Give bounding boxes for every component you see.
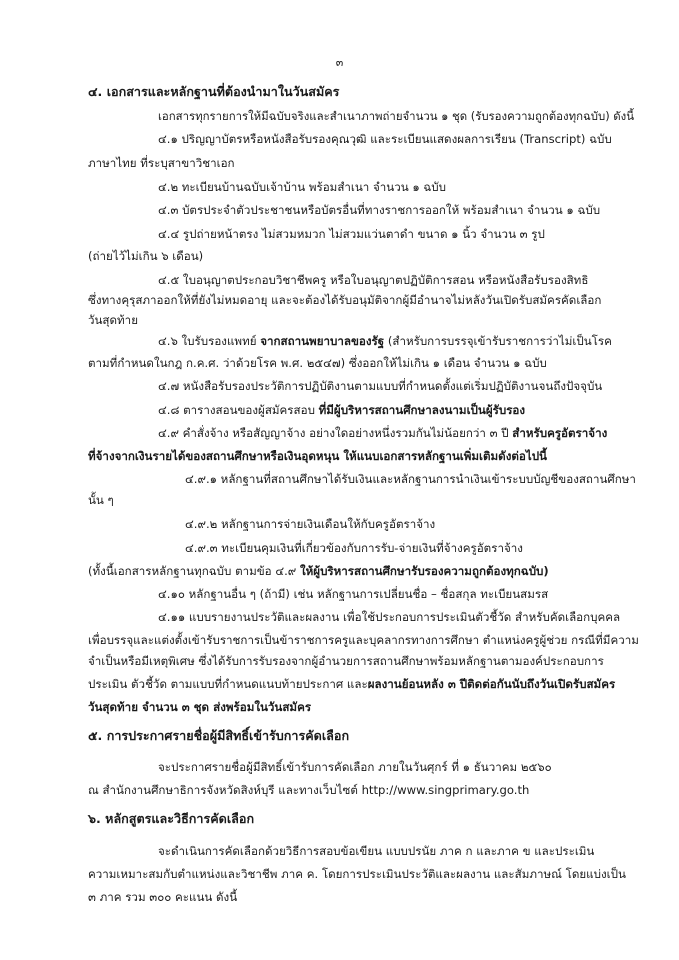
section-6-line-2: ความเหมาะสมกับตำแหน่งและวิชาชีพ ภาค ค. โดยการประเมินประวัติและผลงาน และสัมภาษณ์ โดยแบ่งเป็น: [88, 867, 626, 881]
note-4-9: [88, 563, 549, 579]
section-4-heading: ๔. เอกสารและหลักฐานที่ต้องนำมาในวันสมัคร: [88, 84, 340, 99]
note-bold: ให้ผู้บริหารสถานศึกษารับรองความถูกต้องทุกฉบับ): [299, 564, 549, 578]
item-4-9-prefix: ๔.๙ คำสั่งจ้าง หรือสัญญาจ้าง อย่างใดอย่างหนึ่งรวมกันไม่น้อยกว่า ๓ ปี: [158, 426, 513, 440]
item-4-9-1-line-1: ๔.๙.๑ หลักฐานที่สถานศึกษาได้รับเงินและหลักฐานการนำเงินเข้าระบบบัญชีของสถานศึกษา: [185, 472, 636, 486]
item-4-9-line-2: ที่จ้างจากเงินรายได้ของสถานศึกษาหรือเงินอุดหนุน ให้แนบเอกสารหลักฐานเพิ่มเติมดังต่อไปนี้: [88, 449, 547, 463]
item-4-1-line-1: ๔.๑ ปริญญาบัตรหรือหนังสือรับรองคุณวุฒิ และระเบียนแสดงผลการเรียน (Transcript) ฉบับ: [158, 132, 612, 146]
item-4-7: ๔.๗ หนังสือรับรองประวัติการปฏิบัติงานตามแบบที่กำหนดตั้งแต่เริ่มปฏิบัติงานจนถึงปัจจุบัน: [158, 379, 603, 393]
section-5-line-2: ณ สำนักงานศึกษาธิการจังหวัดสิงห์บุรี และทางเว็บไซต์ http://www.singprimary.go.th: [88, 783, 530, 797]
item-4-9-3: ๔.๙.๓ ทะเบียนคุมเงินที่เกี่ยวข้องกับการรับ-จ่ายเงินที่จ้างครูอัตราจ้าง: [185, 541, 523, 555]
item-4-8-prefix: ๔.๘ ตารางสอนของผู้สมัครสอบ: [158, 403, 319, 417]
page-number: ๓: [335, 56, 344, 69]
section-6-line-1: จะดำเนินการคัดเลือกด้วยวิธีการสอบข้อเขียน แบบปรนัย ภาค ก และภาค ข และประเมิน: [158, 844, 595, 858]
section-5-line-1: จะประกาศรายชื่อผู้มีสิทธิ์เข้ารับการคัดเลือก ภายในวันศุกร์ ที่ ๑ ธันวาคม ๒๕๖๐: [158, 760, 552, 774]
item-4-6-line-1: [158, 333, 612, 349]
item-4-6-prefix: ๔.๖ ใบรับรองแพทย์: [158, 334, 261, 348]
item-4-6-bold: จากสถานพยาบาลของรัฐ: [260, 334, 385, 348]
note-prefix: (ทั้งนี้เอกสารหลักฐานทุกฉบับ ตามข้อ ๔.๙: [88, 564, 300, 578]
item-4-11-line-4: [88, 676, 615, 692]
item-4-1-line-2: ภาษาไทย ที่ระบุสาขาวิชาเอก: [88, 156, 235, 170]
item-4-4-line-2: (ถ่ายไว้ไม่เกิน ๖ เดือน): [88, 249, 204, 263]
item-4-11-line-2: เพื่อบรรจุและแต่งตั้งเข้ารับราชการเป็นข้าราชการครูและบุคลากรทางการศึกษา ตำแหน่งครูผู้ช่วย กรณีที่มีความ: [88, 633, 639, 647]
item-4-3: ๔.๓ บัตรประจำตัวประชาชนหรือบัตรอื่นที่ทางราชการออกให้ พร้อมสำเนา จำนวน ๑ ฉบับ: [158, 203, 601, 217]
item-4-2: ๔.๒ ทะเบียนบ้านฉบับเจ้าบ้าน พร้อมสำเนา จำนวน ๑ ฉบับ: [158, 180, 447, 194]
section-4-intro: เอกสารทุกรายการให้มีฉบับจริงและสำเนาภาพถ่ายจำนวน ๑ ชุด (รับรองความถูกต้องทุกฉบับ) ดังนี้: [158, 109, 635, 123]
item-4-5-line-3: วันสุดท้าย: [88, 313, 138, 327]
item-4-5-line-2: ซึ่งทางคุรุสภาออกให้ที่ยังไม่หมดอายุ และจะต้องได้รับอนุมัติจากผู้มีอำนาจไม่หลังวันเปิดรับสมัครคัดเลือก: [88, 293, 602, 307]
item-4-10: ๔.๑๐ หลักฐานอื่น ๆ (ถ้ามี) เช่น หลักฐานการเปลี่ยนชื่อ – ชื่อสกุล ทะเบียนสมรส: [158, 587, 549, 601]
item-4-11-bold: ผลงานย้อนหลัง ๓ ปีติดต่อกันนับถึงวันเปิดรับสมัคร: [367, 677, 616, 691]
item-4-9-bold: สำหรับครูอัตราจ้าง: [512, 426, 608, 440]
item-4-6-line-2: ตามที่กำหนดในกฎ ก.ค.ศ. ว่าด้วยโรค พ.ศ. ๒๕๔๗) ซึ่งออกให้ไม่เกิน ๑ เดือน จำนวน ๑ ฉบับ: [88, 356, 547, 370]
item-4-11-prefix: ประเมิน ตัวชี้วัด ตามแบบที่กำหนดแนบท้ายประกาศ และ: [88, 677, 368, 691]
section-5-heading: ๕. การประกาศรายชื่อผู้มีสิทธิ์เข้ารับการคัดเลือก: [88, 728, 350, 743]
item-4-9-line-1: [158, 425, 607, 441]
item-4-11-line-1: ๔.๑๑ แบบรายงานประวัติและผลงาน เพื่อใช้ประกอบการประเมินตัวชี้วัด สำหรับคัดเลือกบุคคล: [158, 610, 621, 624]
item-4-9-2: ๔.๙.๒ หลักฐานการจ่ายเงินเดือนให้กับครูอัตราจ้าง: [185, 517, 436, 531]
item-4-11-line-5: วันสุดท้าย จำนวน ๓ ชุด ส่งพร้อมในวันสมัคร: [88, 700, 312, 714]
item-4-9-1-line-2: นั้น ๆ: [88, 493, 114, 507]
item-4-8: [158, 402, 525, 418]
item-4-5-line-1: ๔.๕ ใบอนุญาตประกอบวิชาชีพครู หรือใบอนุญาตปฏิบัติการสอน หรือหนังสือรับรองสิทธิ: [158, 273, 589, 287]
section-6-heading: ๖. หลักสูตรและวิธีการคัดเลือก: [88, 811, 255, 826]
section-6-line-3: ๓ ภาค รวม ๓๐๐ คะแนน ดังนี้: [88, 890, 238, 904]
item-4-6-suffix: (สำหรับการบรรจุเข้ารับราชการว่าไม่เป็นโรค: [384, 334, 612, 348]
item-4-8-bold: ที่มีผู้บริหารสถานศึกษาลงนามเป็นผู้รับรอง: [318, 403, 526, 417]
item-4-11-line-3: จำเป็นหรือมีเหตุพิเศษ ซึ่งได้รับการรับรองจากผู้อำนวยการสถานศึกษาพร้อมหลักฐานตามองค์ประกอบการ: [88, 654, 604, 668]
item-4-4-line-1: ๔.๔ รูปถ่ายหน้าตรง ไม่สวมหมวก ไม่สวมแว่นตาดำ ขนาด ๑ นิ้ว จำนวน ๓ รูป: [158, 227, 545, 241]
